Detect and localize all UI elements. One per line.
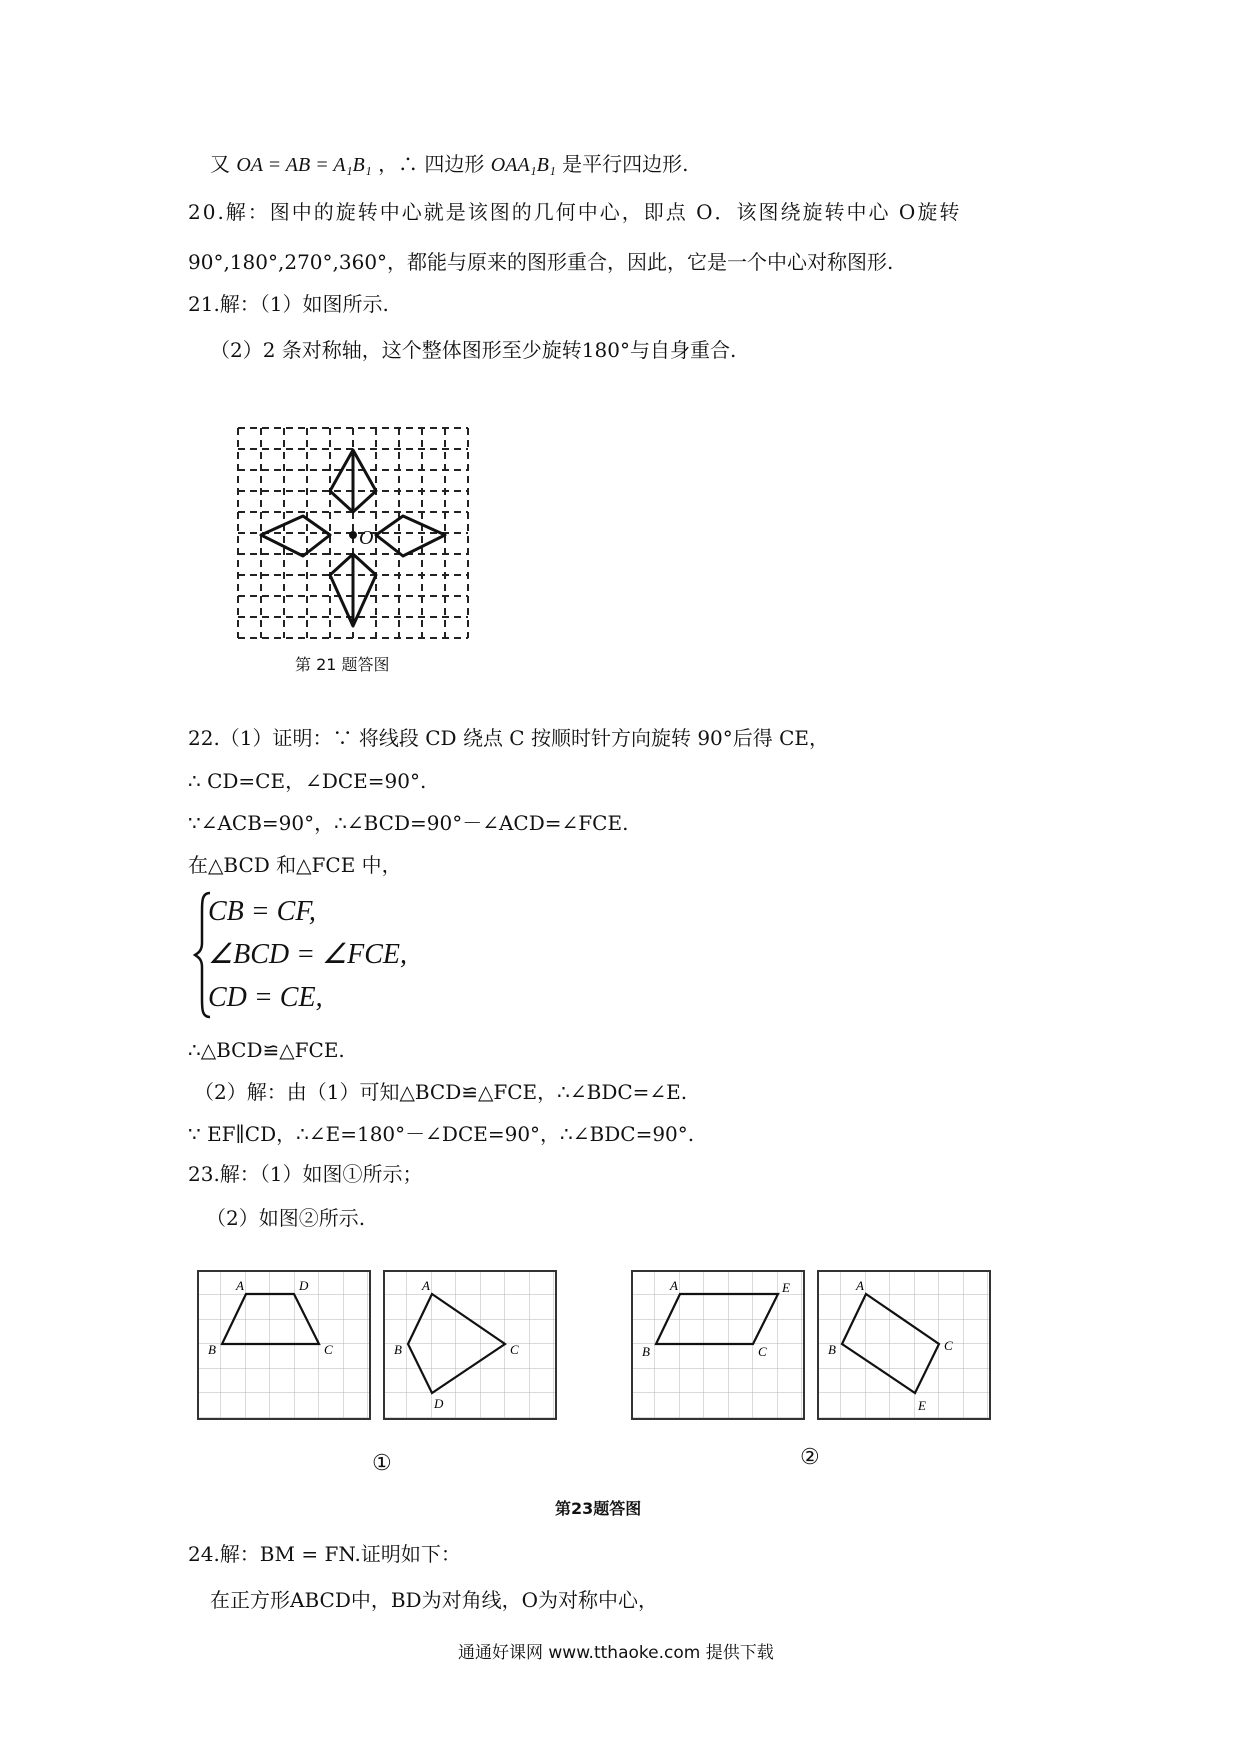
point-label-b: B xyxy=(828,1342,836,1357)
grid-1 xyxy=(198,1271,370,1419)
solution-22-line-4: 在△BCD 和△FCE 中， xyxy=(188,853,402,877)
point-label-a: A xyxy=(670,1278,678,1293)
solution-23-line-2: （2）如图②所示. xyxy=(206,1206,366,1230)
figure-23-caption: 第23题答图 xyxy=(555,1499,642,1518)
figure-21-caption: 第 21 题答图 xyxy=(295,655,390,674)
solution-23-line-1: 23.解：（1）如图①所示； xyxy=(188,1162,423,1186)
solution-20-line-1: 20.解：图中的旋转中心就是该图的几何中心，即点 O．该图绕旋转中心 O旋转 xyxy=(188,200,962,224)
solution-22-line-7: ∵ EF∥CD，∴∠E=180°－∠DCE=90°，∴∠BDC=90°. xyxy=(188,1122,695,1146)
solution-20-line-2: 90°,180°,270°,360°，都能与原来的图形重合，因此，它是一个中心对称图形. xyxy=(188,250,894,274)
figure-21 xyxy=(238,428,478,648)
page-footer: 通通好课网 www.tthaoke.com 提供下载 xyxy=(458,1643,774,1663)
point-label-c: C xyxy=(944,1338,953,1353)
grid-3 xyxy=(632,1271,804,1419)
point-label-a: A xyxy=(236,1278,244,1293)
point-label-d: D xyxy=(299,1278,309,1293)
kite-right xyxy=(376,516,445,556)
solution-22-line-6: （2）解：由（1）可知△BCD≌△FCE，∴∠BDC=∠E. xyxy=(194,1080,688,1104)
text-segment: 又 xyxy=(210,152,230,176)
text-segment: ，∴ 四边形 xyxy=(378,152,485,176)
figure-23-label-2: ② xyxy=(800,1445,820,1470)
system-eq-2: ∠BCD = ∠FCE, xyxy=(208,939,407,970)
system-eq-1: CB = CF, xyxy=(208,896,316,927)
point-label-c: C xyxy=(758,1344,767,1359)
math-expression: OA = AB = A₁B₁ xyxy=(236,154,372,176)
solution-22-line-2: ∴ CD=CE，∠DCE=90°. xyxy=(188,769,427,793)
solution-19-tail xyxy=(210,150,689,179)
solution-21-line-1: 21.解：（1）如图所示. xyxy=(188,292,389,316)
solution-22-line-3: ∵∠ACB=90°，∴∠BCD=90°－∠ACD=∠FCE. xyxy=(188,811,629,835)
solution-22-line-5: ∴△BCD≌△FCE. xyxy=(188,1038,345,1062)
point-label-d: D xyxy=(434,1396,444,1411)
center-label: O xyxy=(359,527,374,549)
kite-left xyxy=(261,516,330,556)
point-label-e: E xyxy=(782,1280,790,1295)
grid-4 xyxy=(818,1271,990,1419)
point-label-a: A xyxy=(422,1278,430,1293)
center-point xyxy=(349,531,357,539)
figure-23-label-1: ① xyxy=(372,1451,392,1476)
solution-24-line-1: 24.解：BM = FN.证明如下： xyxy=(188,1542,461,1566)
figure-23 xyxy=(196,1270,996,1450)
math-expression: OAA₁B₁ xyxy=(490,154,556,176)
solution-21-line-2: （2）2 条对称轴，这个整体图形至少旋转180°与自身重合. xyxy=(210,338,737,362)
grid-2 xyxy=(384,1271,556,1419)
point-label-b: B xyxy=(642,1344,650,1359)
solution-22-line-1: 22.（1）证明：∵ 将线段 CD 绕点 C 按顺时针方向旋转 90°后得 CE， xyxy=(188,726,830,750)
system-eq-3: CD = CE, xyxy=(208,982,323,1013)
point-label-e: E xyxy=(918,1398,926,1413)
point-label-c: C xyxy=(324,1342,333,1357)
point-label-a: A xyxy=(856,1278,864,1293)
text-segment: 是平行四边形. xyxy=(562,152,689,176)
point-label-b: B xyxy=(208,1342,216,1357)
solution-24-line-2: 在正方形ABCD中，BD为对角线，O为对称中心， xyxy=(210,1588,658,1612)
point-label-b: B xyxy=(394,1342,402,1357)
point-label-c: C xyxy=(510,1342,519,1357)
